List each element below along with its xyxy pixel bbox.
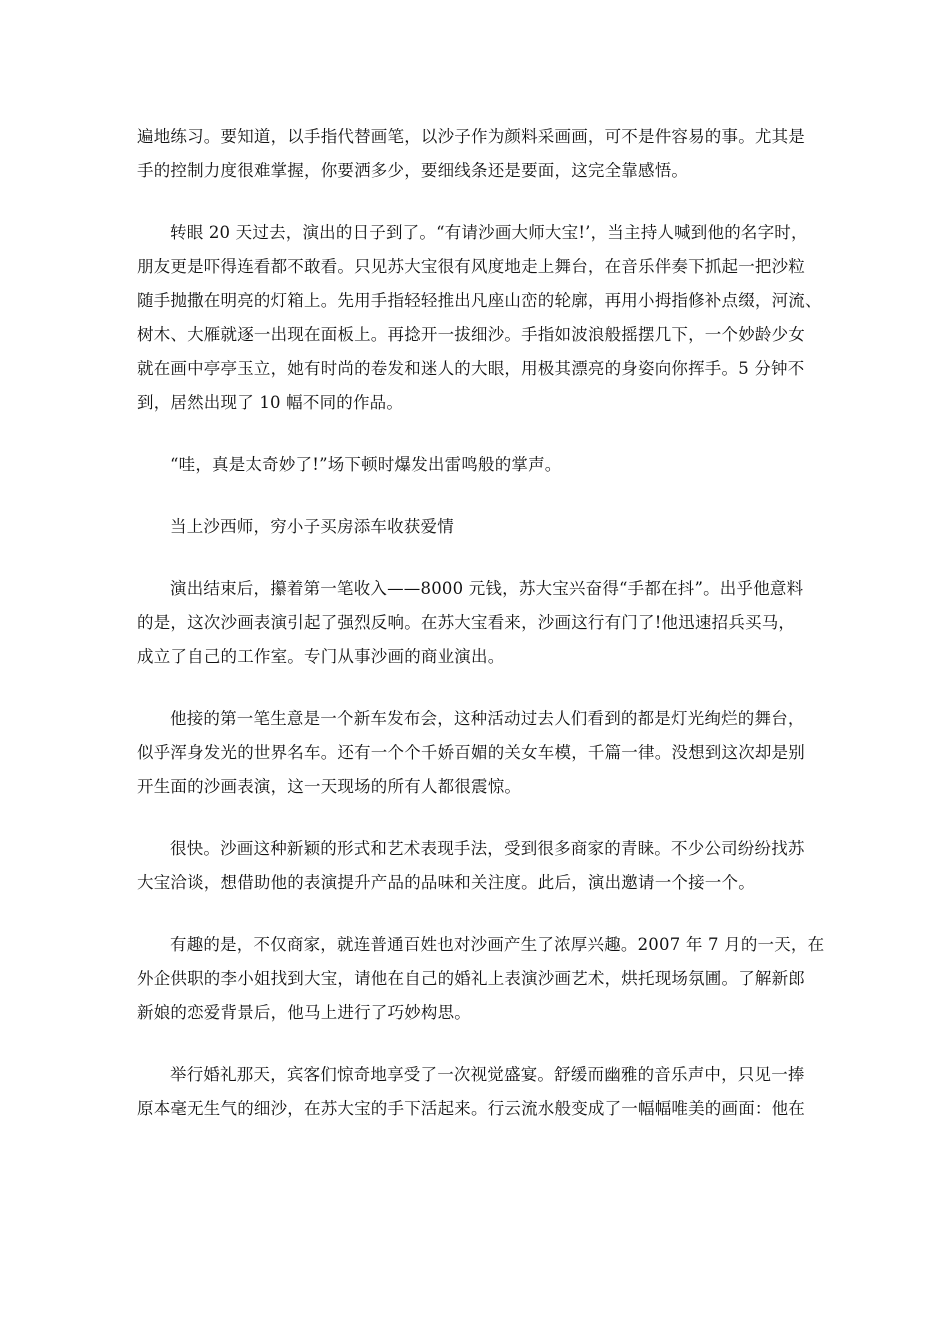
article-body [137, 120, 825, 1154]
paragraph [137, 120, 817, 188]
text-line: 外企供职的李小姐找到大宝，请他在自己的婚礼上表演沙画艺术，烘托现场氛圃。了解新郎 [137, 969, 805, 988]
paragraph [137, 928, 825, 1030]
section-heading [137, 510, 817, 544]
text-line: 树木、大雁就逐一出现在面板上。再捻开一拔细沙。手指如波浪般摇摆几下，一个妙龄少女 [137, 325, 805, 344]
text-line: 当上沙西师，穷小子买房添车收获爱情 [170, 517, 454, 536]
text-line: 原本毫无生气的细沙，在苏大宝的手下活起来。行云流水般变成了一幅幅唯美的画面：他在 [137, 1099, 805, 1118]
paragraph [137, 448, 817, 482]
paragraph [137, 1058, 817, 1126]
text-line: 他接的第一笔生意是一个新车发布会，这种活动过去人们看到的都是灯光绚烂的舞台， [170, 709, 805, 728]
text-line: 有趣的是，不仅商家，就连普通百姓也对沙画产生了浓厚兴趣。2007 年 7 月的一天，在 [170, 935, 825, 954]
paragraph [137, 572, 817, 674]
text-line: 到，居然出现了 10 幅不同的作品。 [137, 393, 404, 412]
text-line: 演出结束后，攥着第一笔收入——8000 元钱，苏大宝兴奋得“手都在抖”。出乎他意料 [170, 579, 804, 598]
text-line: 遍地练习。要知道，以手指代替画笔，以沙子作为颜料采画画，可不是件容易的事。尤其是 [137, 127, 805, 146]
text-line: 大宝洽谈，想借助他的表演提升产品的品味和关注度。此后，演出邀请一个接一个。 [137, 873, 755, 892]
text-line: 转眼 20 天过去，演出的日子到了。“有请沙画大师大宝!’，当主持人喊到他的名字时， [170, 223, 808, 242]
text-line: “哇，真是太奇妙了!”场下顿时爆发出雷鸣般的掌声。 [170, 455, 562, 474]
text-line: 手的控制力度很难掌握，你要洒多少，要细线条还是要面，这完全靠感悟。 [137, 161, 689, 180]
text-line: 就在画中亭亭玉立，她有时尚的卷发和迷人的大眼，用极其漂亮的身姿向你挥手。5 分钟不 [137, 359, 805, 378]
text-line: 举行婚礼那天，宾客们惊奇地享受了一次视觉盛宴。舒缓而幽雅的音乐声中，只见一捧 [170, 1065, 805, 1084]
paragraph [137, 216, 822, 420]
paragraph [137, 702, 817, 804]
text-line: 似乎浑身发光的世界名车。还有一个个千娇百媚的关女车模，千篇一律。没想到这次却是别 [137, 743, 805, 762]
paragraph [137, 832, 817, 900]
text-line: 开生面的沙画表演，这一天现场的所有人都很震惊。 [137, 777, 522, 796]
text-line: 成立了自己的工作室。专门从事沙画的商业演出。 [137, 647, 505, 666]
text-line: 很快。沙画这种新颖的形式和艺术表现手法，受到很多商家的青睐。不少公司纷纷找苏 [170, 839, 805, 858]
text-line: 的是，这次沙画表演引起了强烈反响。在苏大宝看来，沙画这行有门了!他迅速招兵买马， [137, 613, 796, 632]
text-line: 随手抛撒在明亮的灯箱上。先用手指轻轻推出凡座山峦的轮廓，再用小拇指修补点缀，河流、 [137, 291, 822, 310]
text-line: 新娘的恋爱背景后，他马上进行了巧妙构思。 [137, 1003, 471, 1022]
text-line: 朋友更是吓得连看都不敢看。只见苏大宝很有风度地走上舞台，在音乐伴奏下抓起一把沙粒 [137, 257, 805, 276]
